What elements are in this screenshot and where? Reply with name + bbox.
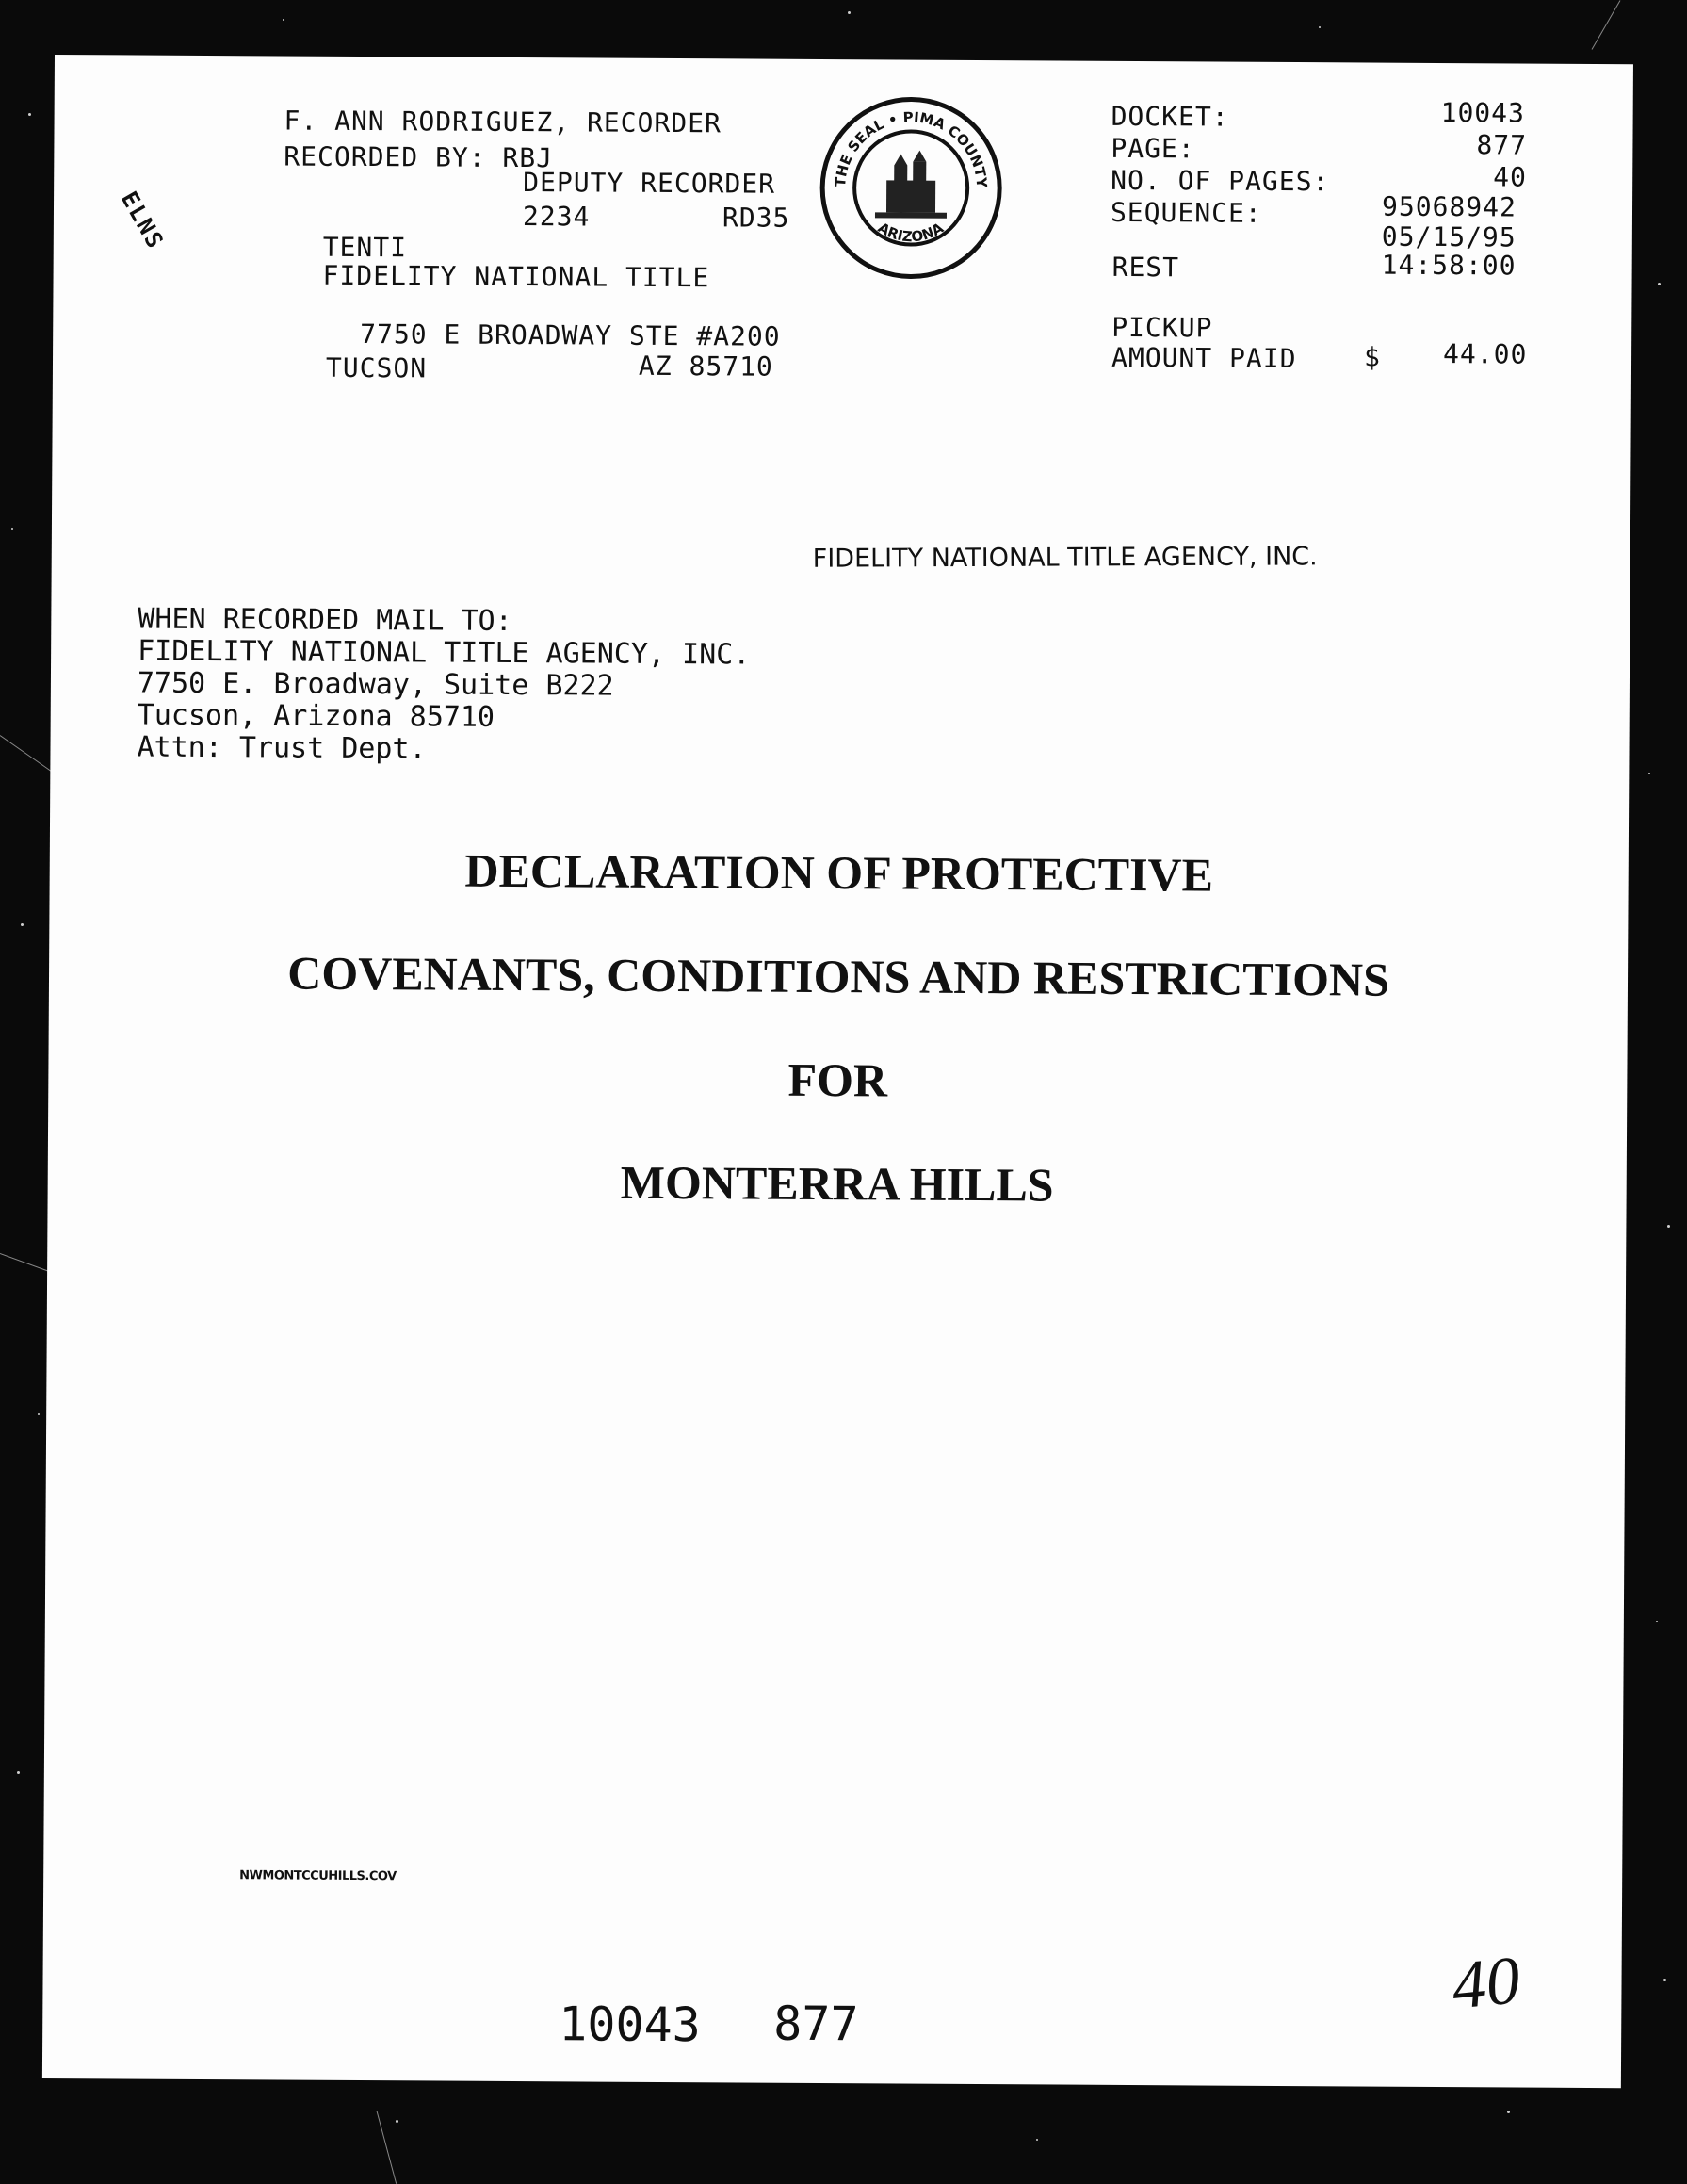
svg-text:THE SEAL • PIMA COUNTY: THE SEAL • PIMA COUNTY bbox=[832, 108, 991, 188]
page-label: PAGE: bbox=[1111, 132, 1195, 165]
sequence-value: 95068942 bbox=[1381, 190, 1517, 223]
recorder-company: FIDELITY NATIONAL TITLE bbox=[322, 259, 710, 294]
deputy-recorder: DEPUTY RECORDER bbox=[523, 167, 776, 200]
mail-to-heading: WHEN RECORDED MAIL TO: bbox=[138, 602, 512, 638]
rest-label: REST bbox=[1111, 251, 1180, 284]
num-pages-label: NO. OF PAGES: bbox=[1111, 164, 1330, 198]
docket-value: 10043 bbox=[1440, 96, 1526, 129]
recorder-code-right: RD35 bbox=[722, 202, 790, 234]
side-stamp: ELNS bbox=[115, 187, 170, 254]
title-line-1: DECLARATION OF PROTECTIVE bbox=[464, 843, 1214, 902]
recorded-by: RECORDED BY: RBJ bbox=[284, 140, 554, 174]
mail-to-attn: Attn: Trust Dept. bbox=[137, 730, 427, 766]
mail-to-company: FIDELITY NATIONAL TITLE AGENCY, INC. bbox=[138, 634, 751, 672]
title-line-4: MONTERRA HILLS bbox=[620, 1155, 1054, 1212]
mail-to-city: Tucson, Arizona 85710 bbox=[137, 698, 495, 734]
record-date: 05/15/95 bbox=[1381, 220, 1517, 253]
amount-value: 44.00 bbox=[1442, 338, 1528, 370]
recorder-street: 7750 E BROADWAY STE #A200 bbox=[360, 318, 781, 352]
title-line-3: FOR bbox=[787, 1052, 888, 1107]
docket-label: DOCKET: bbox=[1111, 100, 1229, 133]
record-time: 14:58:00 bbox=[1381, 249, 1517, 282]
currency-symbol: $ bbox=[1363, 341, 1382, 373]
file-code: NWMONTCCUHILLS.COV bbox=[239, 1868, 397, 1884]
tenti-label: TENTI bbox=[322, 231, 408, 264]
footer-docket-number: 10043 bbox=[559, 1997, 701, 2053]
sequence-label: SEQUENCE: bbox=[1110, 196, 1262, 229]
footer-page-number: 877 bbox=[773, 1996, 859, 2052]
document-page bbox=[42, 55, 1633, 2088]
page-value: 877 bbox=[1476, 129, 1528, 161]
agency-stamp: FIDELITY NATIONAL TITLE AGENCY, INC. bbox=[812, 542, 1318, 574]
county-seal-icon bbox=[819, 95, 1004, 281]
svg-text:ARIZONA: ARIZONA bbox=[874, 219, 947, 246]
recorder-name: F. ANN RODRIGUEZ, RECORDER bbox=[284, 105, 722, 139]
title-line-2: COVENANTS, CONDITIONS AND RESTRICTIONS bbox=[287, 946, 1390, 1006]
recorder-state-zip: AZ 85710 bbox=[638, 350, 773, 383]
mail-to-street: 7750 E. Broadway, Suite B222 bbox=[137, 666, 614, 703]
handwritten-page-count: 40 bbox=[1448, 1941, 1524, 2024]
recorder-city: TUCSON bbox=[325, 351, 428, 384]
pickup-label: PICKUP bbox=[1111, 311, 1213, 344]
recorder-code-left: 2234 bbox=[522, 201, 591, 233]
amount-label: AMOUNT PAID bbox=[1111, 341, 1297, 375]
num-pages-value: 40 bbox=[1493, 161, 1528, 193]
